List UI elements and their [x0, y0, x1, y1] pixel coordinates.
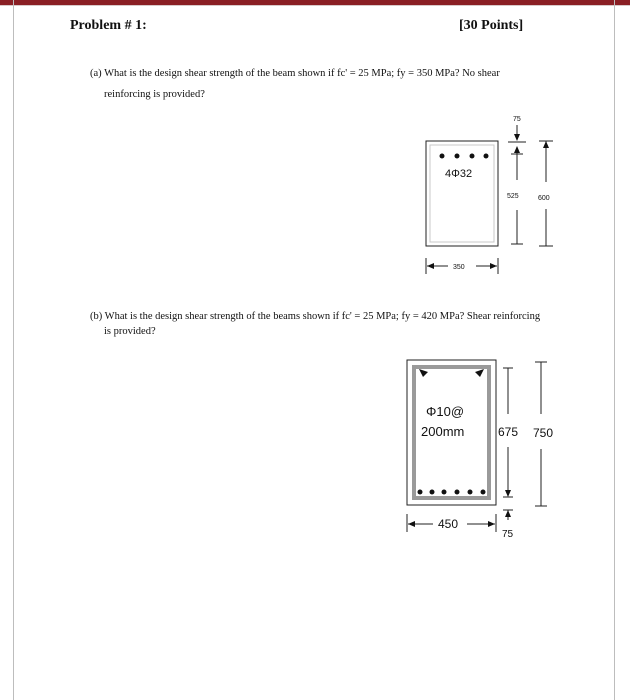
- problem-points: [30 Points]: [459, 18, 524, 33]
- beam-b-effective-depth-label: 675: [498, 425, 519, 439]
- part-a-question-line-2: reinforcing is provided?: [104, 89, 205, 100]
- beam-a-effective-depth-label: 525: [507, 193, 519, 200]
- beam-b-width-label: 450: [438, 517, 459, 531]
- rebar-dot: [455, 490, 460, 495]
- part-b-question-line-2: is provided?: [104, 326, 156, 337]
- rebar-dot: [442, 490, 447, 495]
- stirrup-label-2: 200mm: [421, 424, 465, 439]
- problem-title: Problem # 1:: [70, 18, 147, 33]
- part-b-question-line-1: (b) What is the design shear strength of the beams shown if fc' = 25 MPa; fy = 420 MPa? Shear reinforcing: [90, 311, 541, 322]
- beam-a-cover-label: 75: [513, 116, 521, 123]
- stirrup-hook: [475, 369, 484, 377]
- rebar-dot: [468, 490, 473, 495]
- stirrup-label-1: Φ10@: [426, 404, 465, 419]
- beam-a-width-label: 350: [453, 264, 465, 271]
- beam-a-total-depth-label: 600: [538, 195, 550, 202]
- stirrup-hook: [419, 369, 428, 377]
- rebar-dot: [430, 490, 435, 495]
- part-a-question-line-1: (a) What is the design shear strength of the beam shown if fc' = 25 MPa; fy = 350 MPa? No shear: [90, 68, 500, 79]
- beam-b-total-depth-label: 750: [533, 426, 554, 440]
- beam-b-cover-label: 75: [502, 529, 514, 540]
- beam-a-bar-label: 4Φ32: [445, 168, 473, 180]
- rebar-dot: [481, 490, 486, 495]
- rebar-dot: [418, 490, 423, 495]
